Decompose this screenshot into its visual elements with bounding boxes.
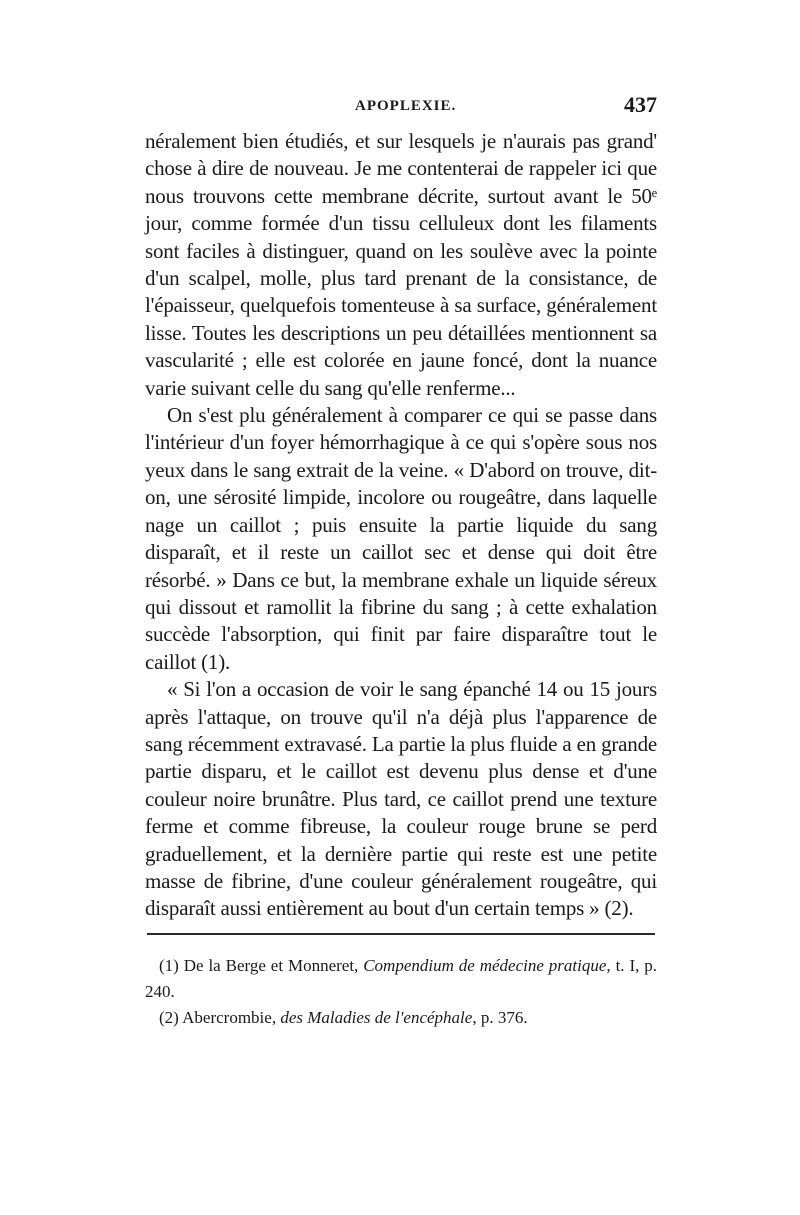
footnote-2-prefix: (2) Abercrombie, [159,1007,281,1027]
book-page [145,92,657,1031]
paragraph-3: « Si l'on a occasion de voir le sang épanché 14 ou 15 jours après l'attaque, on trouve qu'il n'a déjà plus l'apparence de sang récemment extravasé. La partie la plus fluide a en grande partie disparu, et le caillot est devenu plus dense et d'une couleur noire brunâtre. Plus tard, ce caillot prend une texture ferme et comme fibreuse, la couleur rouge brune se perd graduellement, et la dernière partie qui reste est une petite masse de fibrine, d'une couleur généralement rougeâtre, qui disparaît aussi entièrement au bout d'un certain temps » (2). [145,677,657,921]
footnote-1-title: Compendium de médecine pratique [363,955,607,975]
footnote-rule [147,933,655,935]
page-header [145,92,657,122]
footnote-1-prefix: (1) De la Berge et Monneret, [159,955,364,975]
body-text [145,128,657,923]
footnote-2 [145,1005,657,1031]
running-head: APOPLEXIE. [355,98,457,114]
footnote-1 [145,953,657,1005]
footnote-2-suffix: , p. 376. [472,1007,528,1027]
page-number: 437 [624,92,657,117]
footnotes [145,953,657,1031]
footnote-1-suffix: , t. I, p. 240. [145,955,658,1001]
paragraph-1: néralement bien étudiés, et sur lesquels je n'aurais pas grand' chose à dire de nouveau. Je me contenterai de rappeler ici que nous trouvons cette membrane décrite, surtout avant le 50ᵉ jour, comme formée d'un tissu celluleux dont les filaments sont faciles à distinguer, quand on les soulève avec la pointe d'un scalpel, molle, plus tard prenant de la consistance, de l'épaisseur, quelquefois tomenteuse à sa surface, généralement lisse. Toutes les descriptions un peu détaillées mentionnent sa vascularité ; elle est colorée en jaune foncé, dont la nuance varie suivant celle du sang qu'elle renferme... [145,129,657,400]
paragraph-2: On s'est plu généralement à comparer ce qui se passe dans l'intérieur d'un foyer hémorrhagique à ce qui s'opère sous nos yeux dans le sang extrait de la veine. « D'abord on trouve, dit-on, une sérosité limpide, incolore ou rougeâtre, dans laquelle nage un caillot ; puis ensuite la partie liquide du sang disparaît, et il reste un caillot sec et dense qui doit être résorbé. » Dans ce but, la membrane exhale un liquide séreux qui dissout et ramollit la fibrine du sang ; à cette exhalation succède l'absorption, qui finit par faire disparaître tout le caillot (1). [145,403,657,674]
footnote-2-title: des Maladies de l'encéphale [280,1007,473,1027]
